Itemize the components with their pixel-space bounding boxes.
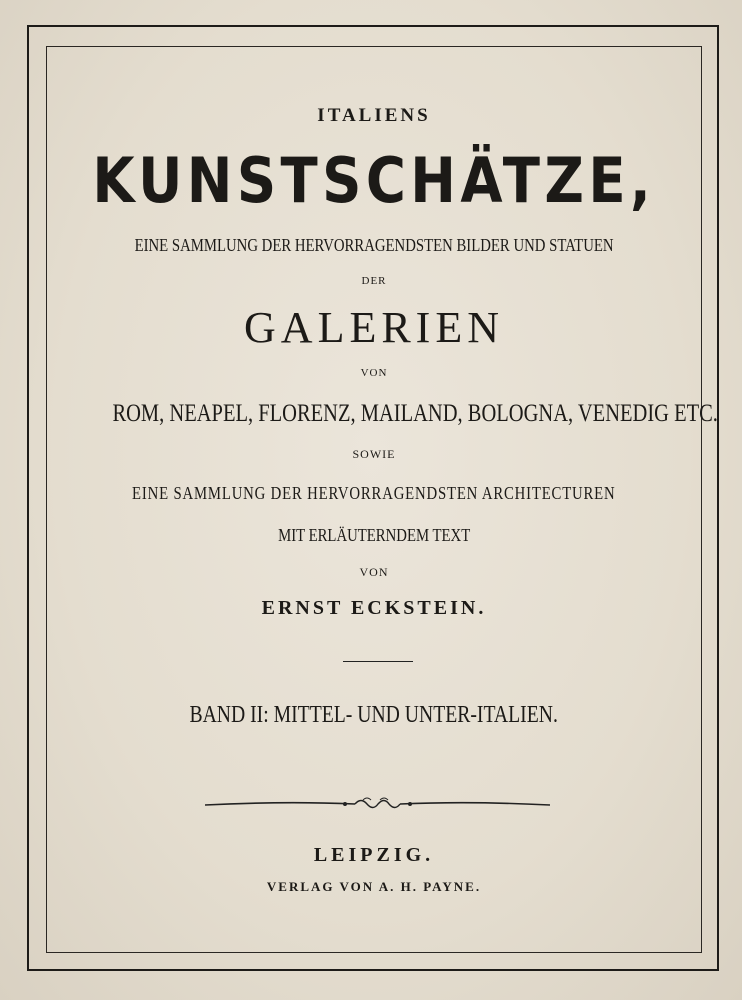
title-line-italiens: ITALIENS (317, 105, 431, 126)
connector-sowie: SOWIE (352, 447, 396, 461)
connector-der: DER (361, 275, 387, 287)
ornament-divider (205, 792, 550, 814)
connector-von: VON (360, 367, 388, 379)
publisher-line: VERLAG VON A. H. PAYNE. (266, 879, 482, 894)
galerien-heading: GALERIEN (244, 303, 504, 352)
connector-von-author: VON (359, 565, 389, 579)
architecture-line (46, 484, 702, 503)
text-line-text: MIT ERLÄUTERNDEM TEXT (277, 525, 471, 545)
cities-line (46, 400, 718, 427)
architecture-text: EINE SAMMLUNG DER HERVORRAGENDSTEN ARCHITECTUREN (132, 483, 616, 503)
short-rule (343, 661, 413, 662)
cities-text: ROM, NEAPEL, FLORENZ, MAILAND, BOLOGNA, VENEDIG ETC. (112, 400, 718, 427)
subtitle-text: EINE SAMMLUNG DER HERVORRAGENDSTEN BILDER UND STATUEN (134, 235, 614, 255)
place-leipzig: LEIPZIG. (313, 844, 435, 866)
main-title-text: KUNSTSCHÄTZE, (92, 144, 656, 217)
subtitle (46, 236, 702, 255)
volume-line (46, 702, 702, 727)
author-name: ERNST ECKSTEIN. (261, 597, 487, 619)
text-line (46, 526, 702, 545)
volume-text: BAND II: MITTEL- UND UNTER-ITALIEN. (189, 702, 559, 728)
main-title (46, 144, 702, 217)
